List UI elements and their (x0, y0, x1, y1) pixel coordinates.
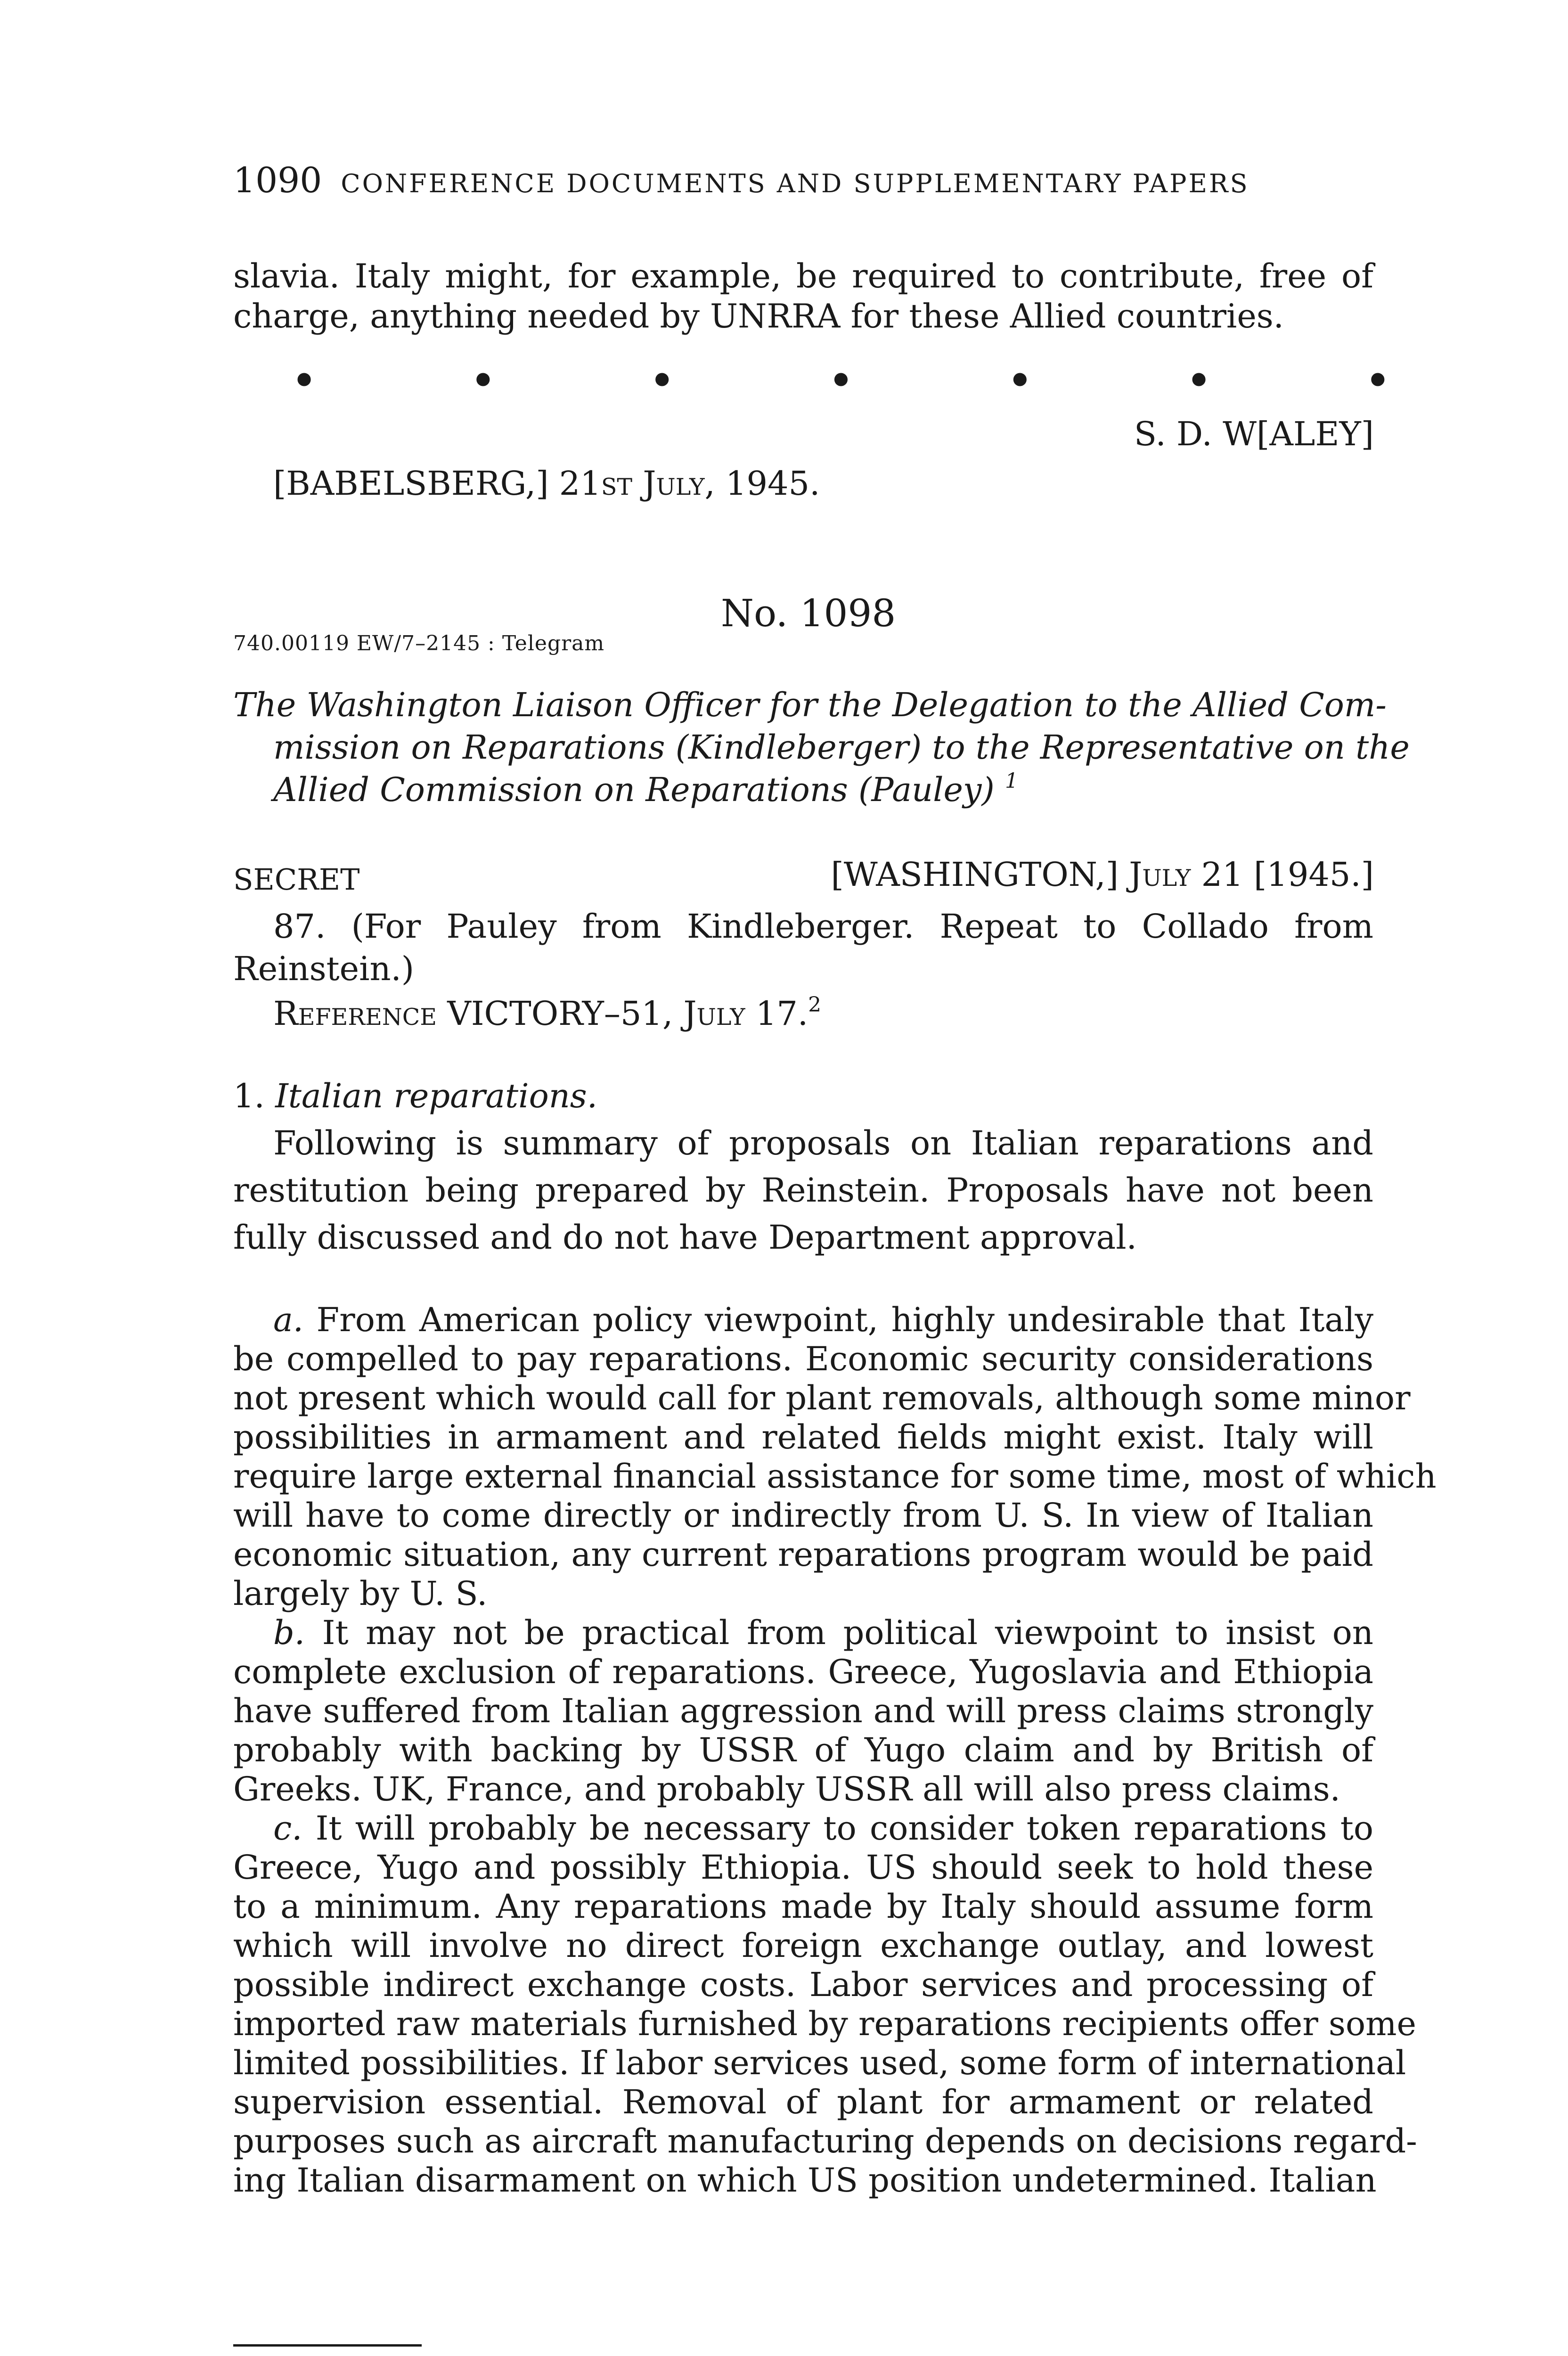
text-line: restitution being prepared by Reinstein. Proposals have not been (233, 1171, 1373, 1210)
footnote-rule (233, 2344, 422, 2347)
doc-title-line: mission on Reparations (Kindleberger) to the Representative on the (273, 728, 1410, 767)
point-line: possibilities in armament and related fields might exist. Italy will (233, 1418, 1373, 1456)
point-letter: b. (273, 1613, 305, 1652)
point-line: a. From American policy viewpoint, highly undesirable that Italy (273, 1301, 1373, 1339)
point-line: limited possibilities. If labor services used, some form of international (233, 2044, 1406, 2082)
point-line: probably with backing by USSR of Yugo claim and by British of (233, 1731, 1373, 1769)
point-line: not present which would call for plant removals, although some minor (233, 1379, 1411, 1417)
point-line: to a minimum. Any reparations made by Italy should assume form (233, 1887, 1373, 1926)
text-line: fully discussed and do not have Department approval. (233, 1218, 1137, 1257)
point-line: ing Italian disarmament on which US position undetermined. Italian (233, 2161, 1377, 2200)
text-line: slavia. Italy might, for example, be required to contribute, free of (233, 257, 1373, 295)
place-date: [BABELSBERG,] 21st July, 1945. (273, 464, 820, 503)
footnote-ref: 2 (808, 993, 822, 1017)
point-line: which will involve no direct foreign exchange outlay, and lowest (233, 1926, 1373, 1965)
text-line: Following is summary of proposals on Italian reparations and (273, 1124, 1373, 1162)
reference-line: Reference VICTORY–51, July 17.$^2$ (273, 993, 822, 1033)
text-line: 87. (For Pauley from Kindleberger. Repeat to Collado from (273, 907, 1373, 946)
point-line: Greece, Yugo and possibly Ethiopia. US should seek to hold these (233, 1848, 1373, 1887)
signature: S. D. W[ALEY] (1134, 415, 1374, 453)
point-line: be compelled to pay reparations. Economic security considerations (233, 1340, 1373, 1378)
point-line: will have to come directly or indirectly from U. S. In view of Italian (233, 1496, 1373, 1535)
document-number: No. 1098 (721, 591, 896, 635)
footnote-ref: 1 (1005, 769, 1019, 793)
ellipsis-row: • • • • • • • (292, 358, 1390, 402)
dateline: [WASHINGTON,] July 21 [1945.] (831, 855, 1374, 894)
point-line: require large external financial assistance for some time, most of which (233, 1457, 1437, 1496)
page-number: 1090 (233, 160, 322, 201)
point-line: supervision essential. Removal of plant for armament or related (233, 2083, 1373, 2121)
point-line: largely by U. S. (233, 1574, 488, 1613)
doc-title-line: Allied Commission on Reparations (Pauley) $^1$ (273, 769, 1019, 809)
point-line: complete exclusion of reparations. Greece, Yugoslavia and Ethiopia (233, 1652, 1373, 1691)
point-line: economic situation, any current reparations program would be paid (233, 1535, 1373, 1574)
point-letter: a. (273, 1301, 303, 1339)
text-line: Reinstein.) (233, 949, 415, 988)
running-header (233, 160, 1371, 201)
point-line: purposes such as aircraft manufacturing depends on decisions regard- (233, 2122, 1417, 2160)
text-line: charge, anything needed by UNRRA for these Allied countries. (233, 297, 1284, 335)
doc-title-line: The Washington Liaison Officer for the Delegation to the Allied Com- (233, 686, 1387, 724)
classification: SECRET (233, 862, 360, 897)
point-letter: c. (273, 1809, 302, 1848)
point-line: possible indirect exchange costs. Labor services and processing of (233, 1965, 1373, 2004)
point-line: imported raw materials furnished by reparations recipients offer some (233, 2004, 1416, 2043)
point-line: b. It may not be practical from political viewpoint to insist on (273, 1613, 1373, 1652)
point-line: Greeks. UK, France, and probably USSR all will also press claims. (233, 1770, 1340, 1808)
file-reference: 740.00119 EW/7–2145 : Telegram (233, 631, 605, 655)
section-heading: 1. Italian reparations. (233, 1077, 597, 1115)
point-line: c. It will probably be necessary to consider token reparations to (273, 1809, 1373, 1848)
running-title: CONFERENCE DOCUMENTS AND SUPPLEMENTARY PAPERS (341, 169, 1250, 198)
point-line: have suffered from Italian aggression and will press claims strongly (233, 1692, 1373, 1730)
